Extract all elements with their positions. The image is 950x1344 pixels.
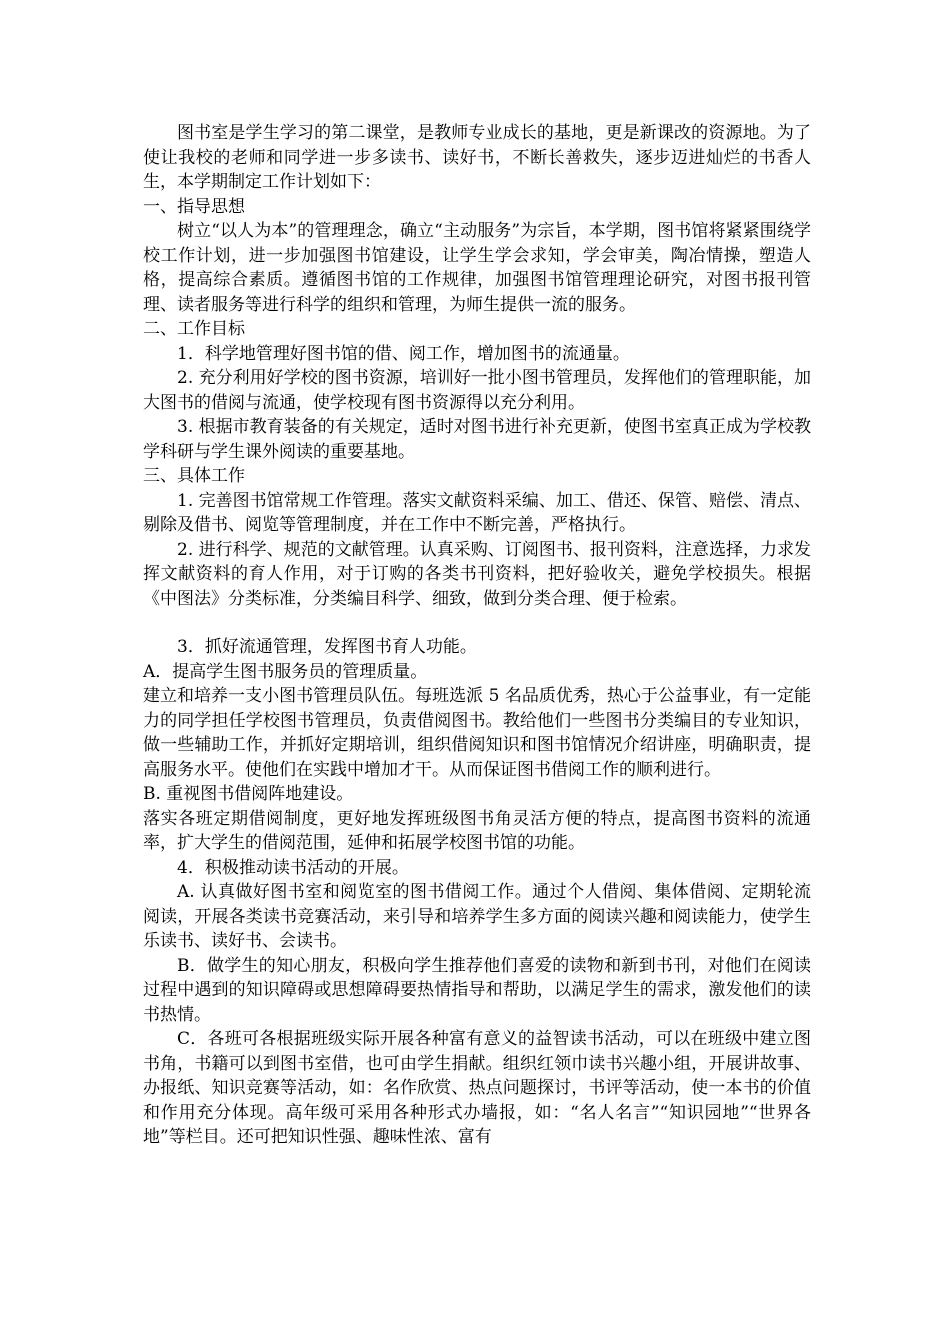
work-item-4: 4．积极推动读书活动的开展。 (177, 857, 409, 878)
guiding-ideology-paragraph: 树立“以人为本”的管理理念，确立“主动服务”为宗旨，本学期，图书馆将紧紧围绕学校工作计划，进一步加强图书馆建设，让学生学会求知，学会审美，陶冶情操，塑造人格，提高综合素质。遵循图书馆的工作规律，加强图书馆管理理论研究，对图书报刊管理、读者服务等进行科学的组织和管理，为师生提供一流的服务。 (143, 221, 811, 315)
librarian-team-paragraph: 建立和培养一支小图书管理员队伍。每班选派 5 名品质优秀，热心于公益事业，有一定能力的同学担任学校图书管理员，负责借阅图书。教给他们一些图书分类编目的专业知识，做一些辅助工作，并抓好定期培训，组织借阅知识和图书馆情况介绍讲座，明确职责，提高服务水平。使他们在实践中增加才干。从而保证图书借阅工作的顺利进行。 (143, 686, 811, 780)
work-item-2: 2. 进行科学、规范的文献管理。认真采购、订阅图书、报刊资料，注意选择，力求发挥文献资料的育人作用，对于订购的各类书刊资料，把好验收关，避免学校损失。根据《中图法》分类标准，分类编目科学、细致，做到分类合理、便于检索。 (143, 539, 811, 609)
class-borrowing-paragraph: 落实各班定期借阅制度，更好地发挥班级图书角灵活方便的特点，提高图书资料的流通率，扩大学生的借阅范围，延伸和拓展学校图书馆的功能。 (143, 808, 811, 853)
document-body (143, 121, 811, 1150)
goal-item-1: 1．科学地管理好图书馆的借、阅工作，增加图书的流通量。 (177, 343, 630, 364)
subheading-a-librarian-quality: A．提高学生图书服务员的管理质量。 (143, 661, 428, 682)
reading-activity-c: C．各班可各根据班级实际开展各种富有意义的益智读书活动，可以在班级中建立图书角，书籍可以到图书室借，也可由学生捐献。组织红领巾读书兴趣小组，开展讲故事、办报纸、知识竞赛等活动，如：名作欣赏、热点问题探讨，书评等活动，使一本书的价值和作用充分体现。高年级可采用各种形式办墙报，如：“名人名言”“知识园地”“世界各地”等栏目。还可把知识性强、趣味性浓、富有 (143, 1029, 811, 1147)
work-item-1: 1. 完善图书馆常规工作管理。落实文献资料采编、加工、借还、保管、赔偿、清点、剔除及借书、阅览等管理制度，并在工作中不断完善，严格执行。 (143, 490, 811, 535)
goal-item-2: 2. 充分利用好学校的图书资源，培训好一批小图书管理员，发挥他们的管理职能，加大图书的借阅与流通，使学校现有图书资源得以充分利用。 (143, 368, 811, 413)
section-heading-work-goals: 二、工作目标 (143, 319, 245, 339)
reading-activity-b: B．做学生的知心朋友，积极向学生推荐他们喜爱的读物和新到书刊，对他们在阅读过程中遇到的知识障碍或思想障碍要热情指导和帮助，以满足学生的需求，激发他们的读书热情。 (143, 955, 811, 1025)
subheading-b-borrowing-base: B. 重视图书借阅阵地建设。 (143, 784, 354, 804)
work-item-3: 3．抓好流通管理，发挥图书育人功能。 (177, 637, 477, 657)
section-heading-guiding-ideology: 一、指导思想 (143, 196, 245, 217)
goal-item-3: 3. 根据市教育装备的有关规定，适时对图书进行补充更新，使图书室真正成为学校教学科研与学生课外阅读的重要基地。 (143, 417, 811, 462)
intro-paragraph: 图书室是学生学习的第二课堂，是教师专业成长的基地，更是新课改的资源地。为了使让我校的老师和同学进一步多读书、读好书，不断长善救失，逐步迈进灿烂的书香人生，本学期制定工作计划如下： (143, 123, 811, 192)
reading-activity-a: A. 认真做好图书室和阅览室的图书借阅工作。通过个人借阅、集体借阅、定期轮流阅读，开展各类读书竞赛活动，来引导和培养学生多方面的阅读兴趣和阅读能力，使学生乐读书、读好书、会读书。 (143, 882, 811, 951)
section-heading-specific-work: 三、具体工作 (143, 466, 245, 486)
